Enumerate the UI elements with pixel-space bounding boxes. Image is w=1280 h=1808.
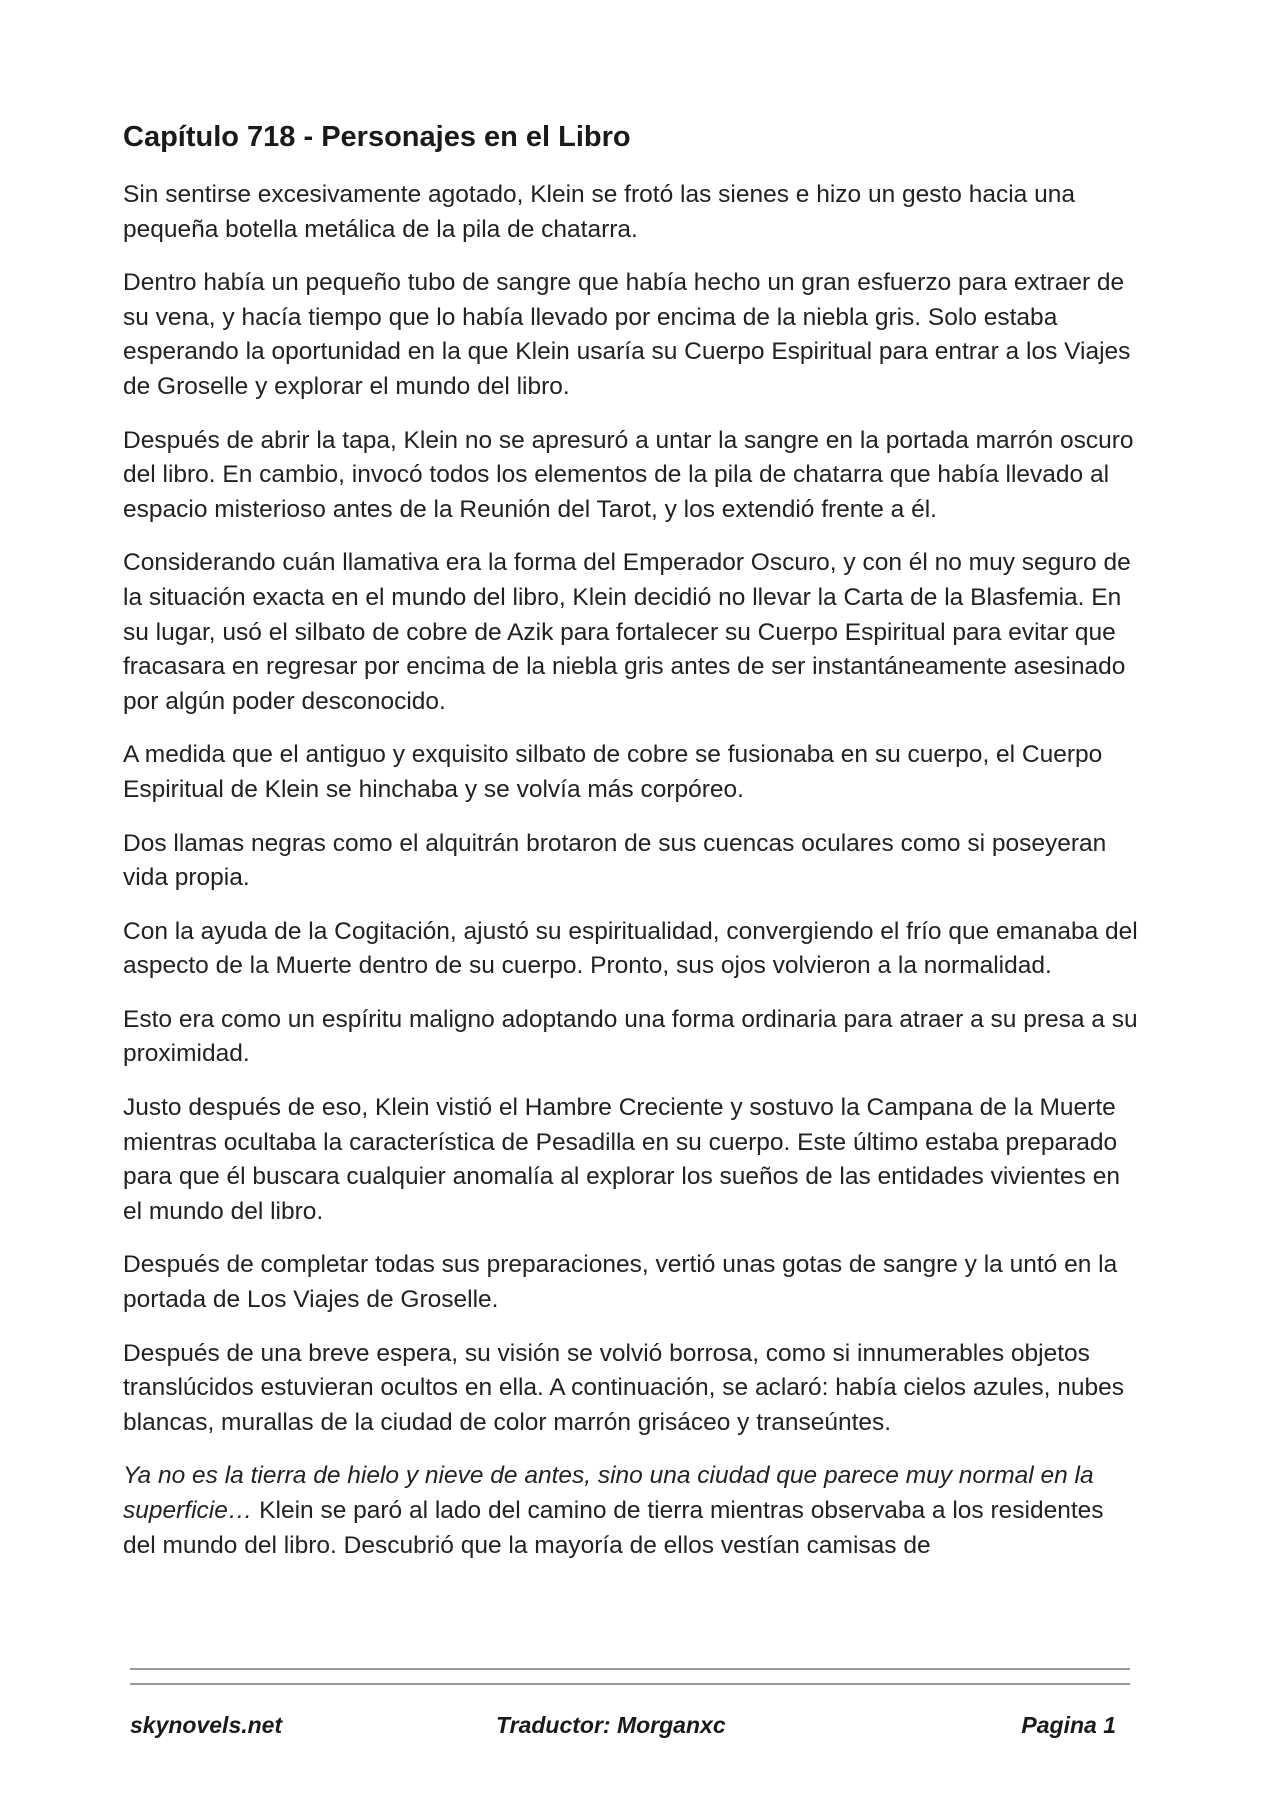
chapter-title: Capítulo 718 - Personajes en el Libro bbox=[123, 121, 631, 153]
paragraph: Considerando cuán llamativa era la forma del Emperador Oscuro, y con él no muy seguro de la situación exacta en el mundo del libro, Klein decidió no llevar la Carta de la Blasfemia. En su lugar, usó el silbato de cobre de Azik para fortalecer su Cuerpo Espiritual para evitar que fracasara en regresar por encima de la niebla gris antes de ser instantáneamente asesinado por algún poder desconocido. bbox=[123, 549, 1131, 715]
paragraph-continuation: Klein se paró al lado del camino de tierra mientras observaba a los residentes del mundo del libro. Descubrió que la mayoría de ellos vestían camisas de bbox=[123, 1497, 1104, 1559]
footer-divider bbox=[130, 1668, 1130, 1698]
paragraph: Después de completar todas sus preparaciones, vertió unas gotas de sangre y la untó en la portada de Los Viajes de Groselle. bbox=[123, 1251, 1118, 1314]
footer-rule-top bbox=[130, 1668, 1130, 1670]
italic-thought: Ya no es la tierra de hielo y nieve de antes, sino una ciudad que parece muy normal en la superficie… bbox=[123, 1462, 1094, 1524]
paragraph-last bbox=[123, 1459, 1143, 1563]
paragraph: Dos llamas negras como el alquitrán brotaron de sus cuencas oculares como si poseyeran vida propia. bbox=[123, 829, 1107, 892]
paragraph: Sin sentirse excesivamente agotado, Klein se frotó las sienes e hizo un gesto hacia una pequeña botella metálica de la pila de chatarra. bbox=[123, 181, 1075, 243]
paragraph: Dentro había un pequeño tubo de sangre que había hecho un gran esfuerzo para extraer de su vena, y hacía tiempo que lo había llevado por encima de la niebla gris. Solo estaba esperando la oportunidad en la que Klein usaría su Cuerpo Espiritual para entrar a los Viajes de Groselle y explorar el mundo del libro. bbox=[123, 269, 1131, 400]
footer-page-number: Pagina 1 bbox=[1021, 1712, 1116, 1738]
footer-translator: Traductor: Morganxc bbox=[496, 1712, 726, 1738]
paragraph: Después de abrir la tapa, Klein no se apresuró a untar la sangre en la portada marrón oscuro del libro. En cambio, invocó todos los elementos de la pila de chatarra que había llevado al espacio misterioso antes de la Reunión del Tarot, y los extendió frente a él. bbox=[123, 426, 1134, 523]
page-footer bbox=[130, 1712, 1130, 1746]
paragraph: A medida que el antiguo y exquisito silbato de cobre se fusionaba en su cuerpo, el Cuerpo Espiritual de Klein se hinchaba y se volvía más corpóreo. bbox=[123, 741, 1103, 803]
chapter-content bbox=[123, 118, 1143, 1582]
footer-rule-bottom bbox=[130, 1683, 1130, 1685]
footer-site: skynovels.net bbox=[130, 1712, 283, 1738]
paragraph: Justo después de eso, Klein vistió el Hambre Creciente y sostuvo la Campana de la Muerte mientras ocultaba la característica de Pesadilla en su cuerpo. Este último estaba preparado para que él buscara cualquier anomalía al explorar los sueños de las entidades vivientes en el mundo del libro. bbox=[123, 1094, 1120, 1225]
paragraph: Esto era como un espíritu maligno adoptando una forma ordinaria para atraer a su presa a su proximidad. bbox=[123, 1005, 1138, 1068]
paragraph: Con la ayuda de la Cogitación, ajustó su espiritualidad, convergiendo el frío que emanaba del aspecto de la Muerte dentro de su cuerpo. Pronto, sus ojos volvieron a la normalidad. bbox=[123, 917, 1138, 980]
paragraph: Después de una breve espera, su visión se volvió borrosa, como si innumerables objetos translúcidos estuvieran ocultos en ella. A continuación, se aclaró: había cielos azules, nubes blancas, murallas de la ciudad de color marrón grisáceo y transeúntes. bbox=[123, 1339, 1125, 1436]
